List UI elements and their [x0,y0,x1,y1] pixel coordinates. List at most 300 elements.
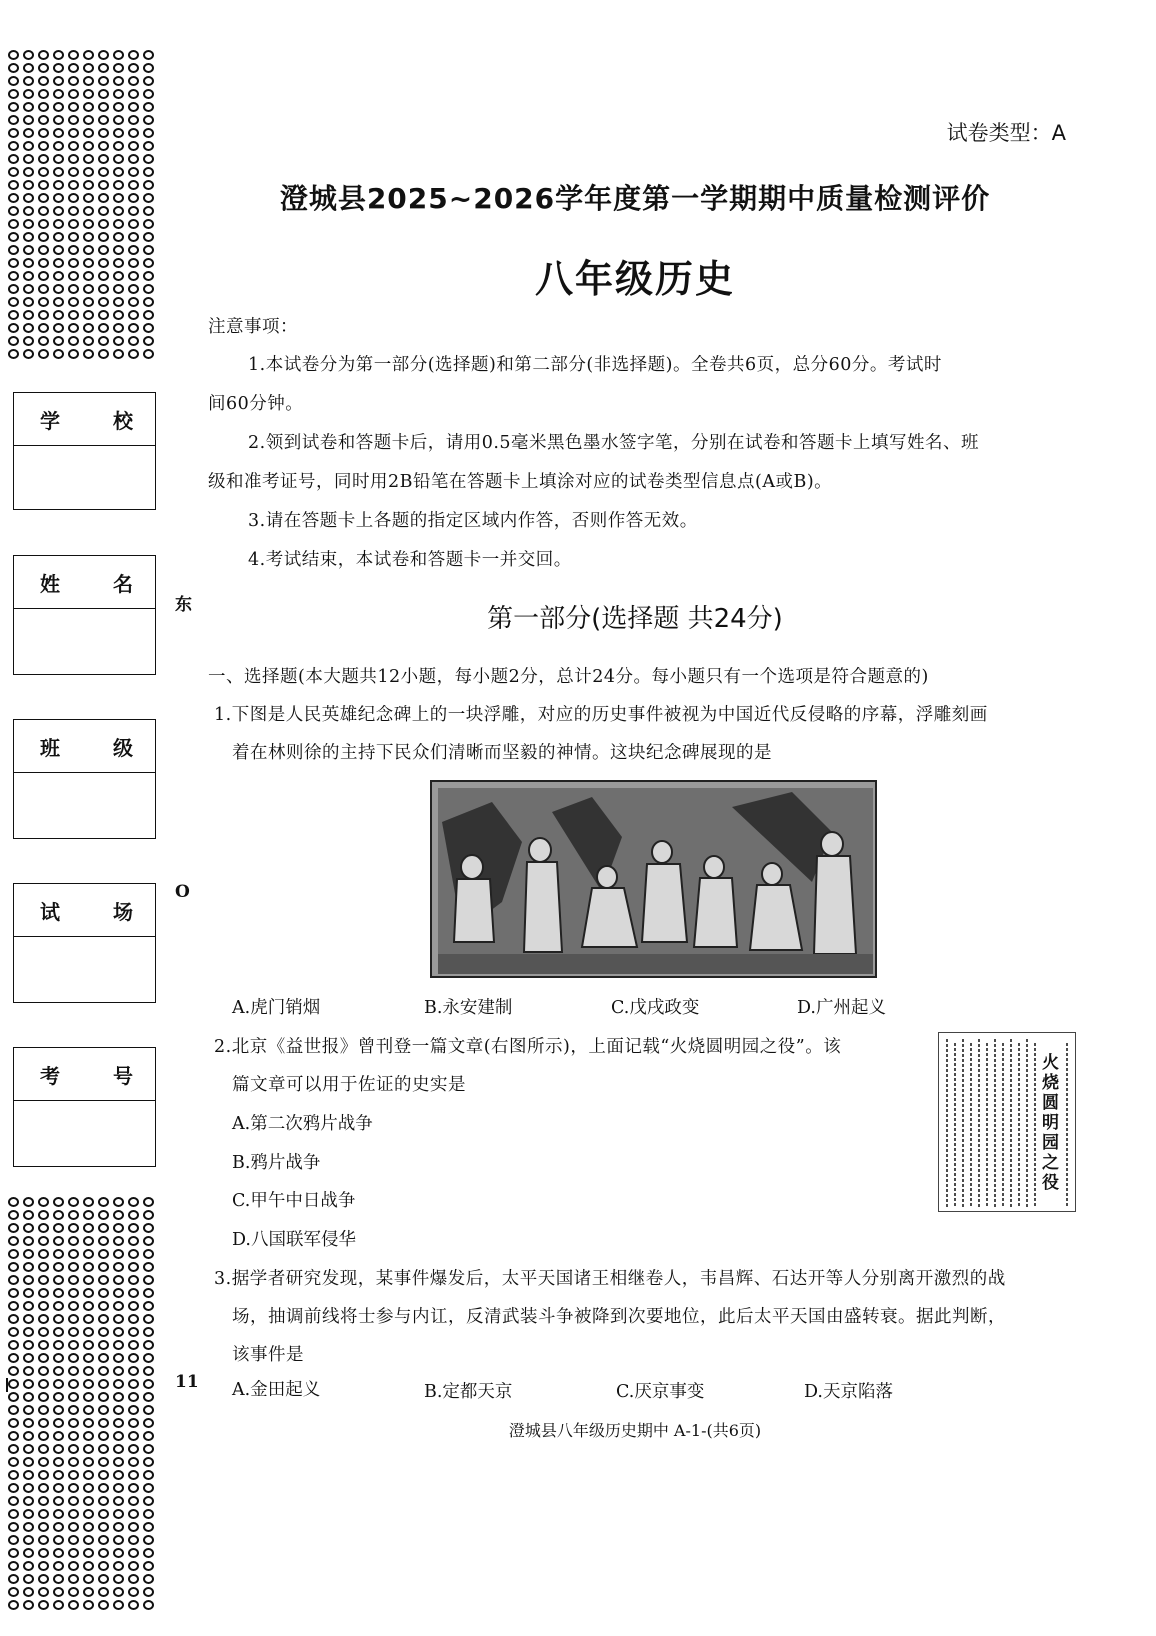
binding-hole [83,1405,94,1415]
binding-tick [6,1378,8,1392]
binding-hole [83,232,94,242]
binding-hole [128,1600,139,1610]
binding-hole [83,1457,94,1467]
binding-hole [98,1379,109,1389]
exam-number-field[interactable] [13,1047,156,1167]
binding-hole [143,1366,154,1376]
binding-hole [113,1574,124,1584]
binding-hole [53,1249,64,1259]
notice-item-4: 4.考试结束，本试卷和答题卡一并交回。 [248,550,572,570]
binding-hole [23,1249,34,1259]
binding-hole [38,1496,49,1506]
binding-hole [113,1483,124,1493]
binding-hole [113,128,124,138]
binding-hole [38,232,49,242]
binding-hole [38,1561,49,1571]
binding-hole [113,1431,124,1441]
binding-hole [8,128,19,138]
q3-stem-cont-2: 该事件是 [232,1345,304,1365]
binding-hole [68,323,79,333]
binding-hole [53,1587,64,1597]
binding-hole [98,76,109,86]
binding-hole [8,167,19,177]
binding-hole [68,1366,79,1376]
q3-option-d[interactable]: D.天京陷落 [804,1382,893,1402]
binding-hole [128,89,139,99]
binding-hole [68,258,79,268]
binding-hole [83,1197,94,1207]
binding-hole [8,1262,19,1272]
binding-hole [8,50,19,60]
q2-option-a[interactable]: A.第二次鸦片战争 [232,1114,373,1134]
binding-hole [8,1535,19,1545]
binding-hole [113,297,124,307]
binding-hole [38,245,49,255]
binding-hole [68,1340,79,1350]
binding-hole [8,63,19,73]
binding-hole [128,1275,139,1285]
binding-hole [53,1236,64,1246]
binding-hole [128,128,139,138]
binding-hole [8,1197,19,1207]
binding-hole [128,141,139,151]
binding-hole [38,1301,49,1311]
binding-hole [8,1470,19,1480]
binding-hole [8,89,19,99]
binding-hole [128,1262,139,1272]
binding-hole [143,180,154,190]
binding-hole [23,1496,34,1506]
binding-hole [83,258,94,268]
binding-hole [83,154,94,164]
binding-hole [53,297,64,307]
binding-hole [98,141,109,151]
binding-hole [143,1262,154,1272]
binding-hole [83,89,94,99]
binding-hole [23,128,34,138]
binding-hole [23,336,34,346]
binding-hole [98,1574,109,1584]
binding-hole [143,1509,154,1519]
binding-hole [8,232,19,242]
binding-hole [23,1275,34,1285]
binding-hole [23,1340,34,1350]
binding-hole [68,1431,79,1441]
binding-hole [68,349,79,359]
binding-hole [143,1405,154,1415]
binding-hole [113,1275,124,1285]
binding-hole [128,1327,139,1337]
binding-hole [83,50,94,60]
binding-hole [113,1249,124,1259]
binding-hole [53,1288,64,1298]
binding-hole [23,193,34,203]
q3-stem: 3.据学者研究发现，某事件爆发后，太平天国诸王相继卷人，韦昌辉、石达开等人分别离开激烈的战 [214,1269,1006,1289]
binding-hole [143,284,154,294]
binding-hole [23,258,34,268]
binding-hole [98,1197,109,1207]
binding-hole [128,1392,139,1402]
binding-hole [113,1509,124,1519]
binding-hole [53,336,64,346]
q1-option-b[interactable]: B.永安建制 [424,998,513,1018]
binding-hole [83,141,94,151]
binding-hole [83,1301,94,1311]
binding-hole [83,1340,94,1350]
notice-item-1-cont: 间60分钟。 [208,394,304,414]
binding-hole [128,167,139,177]
binding-hole [113,76,124,86]
binding-hole [83,271,94,281]
binding-hole [68,1457,79,1467]
binding-hole [68,1301,79,1311]
binding-hole [68,1483,79,1493]
binding-hole [113,258,124,268]
binding-hole [83,1418,94,1428]
binding-hole [143,115,154,125]
binding-hole [128,323,139,333]
exam-title: 澄城县2025~2026学年度第一学期期中质量检测评价 [279,182,991,215]
binding-holes-top [8,50,158,362]
q2-option-c[interactable]: C.甲午中日战争 [232,1191,356,1211]
binding-hole [53,258,64,268]
binding-hole [98,154,109,164]
binding-hole [38,284,49,294]
binding-hole [68,1353,79,1363]
binding-hole [68,50,79,60]
binding-hole [53,1275,64,1285]
binding-hole [143,76,154,86]
binding-hole [98,1418,109,1428]
binding-hole [98,128,109,138]
binding-hole [53,1405,64,1415]
binding-hole [53,206,64,216]
binding-hole [143,1587,154,1597]
binding-hole [83,1366,94,1376]
binding-hole [128,76,139,86]
q2-option-b[interactable]: B.鸦片战争 [232,1153,321,1173]
binding-hole [53,1327,64,1337]
binding-hole [83,1470,94,1480]
binding-hole [8,1483,19,1493]
binding-hole [113,63,124,73]
number-label-2: 号 [113,1063,133,1088]
seal-mark-o: O [175,882,190,902]
q3-option-a[interactable]: A.金田起义 [232,1380,321,1400]
binding-hole [68,63,79,73]
binding-hole [83,336,94,346]
binding-hole [128,1431,139,1441]
name-field[interactable] [13,555,156,675]
binding-hole [143,310,154,320]
binding-hole [143,1275,154,1285]
binding-hole [38,1379,49,1389]
class-label-2: 级 [113,735,133,760]
binding-hole [113,1262,124,1272]
binding-hole [8,1340,19,1350]
binding-hole [8,336,19,346]
binding-hole [23,1197,34,1207]
binding-hole [113,1535,124,1545]
binding-hole [8,271,19,281]
binding-hole [38,167,49,177]
binding-hole [38,1314,49,1324]
binding-hole [23,1327,34,1337]
binding-hole [98,206,109,216]
binding-hole [83,1574,94,1584]
binding-hole [83,1444,94,1454]
binding-hole [68,1522,79,1532]
binding-hole [23,115,34,125]
binding-hole [83,349,94,359]
binding-hole [68,284,79,294]
binding-hole [53,1561,64,1571]
binding-hole [38,1509,49,1519]
binding-hole [128,1223,139,1233]
q1-option-d[interactable]: D.广州起义 [797,998,886,1018]
binding-hole [23,1301,34,1311]
binding-hole [68,1548,79,1558]
binding-hole [128,193,139,203]
binding-hole [53,1548,64,1558]
binding-hole [143,1431,154,1441]
binding-hole [68,1444,79,1454]
q3-option-c[interactable]: C.厌京事变 [616,1382,705,1402]
binding-hole [23,219,34,229]
binding-hole [8,1353,19,1363]
notice-item-1: 1.本试卷分为第一部分(选择题)和第二部分(非选择题)。全卷共6页，总分60分。考试时 [248,355,942,375]
binding-hole [98,336,109,346]
binding-hole [113,1405,124,1415]
binding-hole [8,349,19,359]
binding-hole [38,1353,49,1363]
binding-hole [53,1223,64,1233]
binding-hole [38,1535,49,1545]
relief-sculpture-image [430,780,877,978]
binding-hole [53,115,64,125]
binding-hole [53,1496,64,1506]
school-field[interactable] [13,392,156,510]
binding-hole [68,206,79,216]
binding-hole [23,1522,34,1532]
binding-hole [23,297,34,307]
binding-hole [38,258,49,268]
binding-hole [113,1314,124,1324]
q2-stem: 2.北京《益世报》曾刊登一篇文章(右图所示)，上面记载“火烧圆明园之役”。该 [214,1037,842,1057]
binding-hole [38,310,49,320]
binding-hole [68,1197,79,1207]
binding-hole [83,1587,94,1597]
class-label-1: 班 [40,735,60,760]
binding-hole [143,141,154,151]
binding-hole [23,1392,34,1402]
binding-hole [128,1483,139,1493]
binding-hole [8,1249,19,1259]
binding-hole [83,1210,94,1220]
binding-hole [113,102,124,112]
binding-hole [8,193,19,203]
binding-hole [38,1366,49,1376]
binding-hole [23,63,34,73]
binding-hole [53,1444,64,1454]
page-footer: 澄城县八年级历史期中 A-1-(共6页) [508,1421,762,1440]
notice-heading: 注意事项： [208,317,298,337]
binding-hole [8,76,19,86]
binding-hole [23,1353,34,1363]
binding-hole [143,1223,154,1233]
binding-hole [23,310,34,320]
binding-hole [128,1561,139,1571]
binding-hole [113,349,124,359]
binding-hole [83,115,94,125]
binding-hole [128,1522,139,1532]
binding-hole [128,1470,139,1480]
binding-hole [83,102,94,112]
binding-hole [23,1288,34,1298]
binding-hole [8,310,19,320]
binding-hole [38,1405,49,1415]
binding-hole [23,1600,34,1610]
binding-hole [38,63,49,73]
binding-hole [53,1509,64,1519]
binding-hole [113,323,124,333]
binding-hole [143,1353,154,1363]
binding-hole [128,1210,139,1220]
q3-option-b[interactable]: B.定都天京 [424,1382,513,1402]
newspaper-clipping-image [938,1032,1076,1212]
binding-hole [23,1405,34,1415]
binding-hole [98,1431,109,1441]
binding-hole [98,232,109,242]
binding-hole [8,180,19,190]
q2-option-d[interactable]: D.八国联军侵华 [232,1230,356,1250]
binding-hole [23,89,34,99]
binding-hole [113,1444,124,1454]
seal-mark-11: 11 [175,1372,199,1392]
binding-hole [38,1522,49,1532]
exam-room-field[interactable] [13,883,156,1003]
binding-hole [143,50,154,60]
binding-hole [98,1444,109,1454]
room-label-2: 场 [113,899,133,924]
binding-hole [53,1210,64,1220]
binding-hole [53,1483,64,1493]
binding-hole [23,245,34,255]
binding-hole [83,1522,94,1532]
binding-hole [8,219,19,229]
binding-hole [98,1483,109,1493]
q1-option-c[interactable]: C.戊戌政变 [611,998,700,1018]
binding-hole [143,1470,154,1480]
binding-hole [143,1548,154,1558]
binding-hole [53,1301,64,1311]
binding-hole [128,1496,139,1506]
binding-hole [143,336,154,346]
binding-hole [128,271,139,281]
binding-hole [38,1587,49,1597]
binding-hole [83,1314,94,1324]
binding-hole [83,193,94,203]
binding-hole [113,336,124,346]
binding-hole [98,1210,109,1220]
binding-hole [98,115,109,125]
binding-hole [128,1340,139,1350]
binding-hole [128,1197,139,1207]
binding-hole [128,232,139,242]
binding-hole [68,154,79,164]
binding-hole [98,258,109,268]
binding-hole [98,1496,109,1506]
binding-hole [8,154,19,164]
q2-stem-cont: 篇文章可以用于佐证的史实是 [232,1075,466,1095]
binding-hole [83,284,94,294]
binding-hole [128,1314,139,1324]
class-field[interactable] [13,719,156,839]
binding-hole [98,1327,109,1337]
binding-hole [128,336,139,346]
binding-hole [143,232,154,242]
binding-hole [38,1444,49,1454]
binding-hole [38,1470,49,1480]
binding-hole [38,1197,49,1207]
binding-hole [113,167,124,177]
binding-hole [53,1522,64,1532]
q1-option-a[interactable]: A.虎门销烟 [232,998,321,1018]
binding-hole [98,1392,109,1402]
binding-hole [98,297,109,307]
binding-hole [23,1210,34,1220]
binding-hole [23,206,34,216]
binding-hole [38,1483,49,1493]
binding-hole [53,323,64,333]
binding-hole [98,1223,109,1233]
binding-hole [8,206,19,216]
binding-hole [98,1535,109,1545]
q3-stem-cont: 场，抽调前线将士参与内讧，反清武装斗争被降到次要地位，此后太平天国由盛转衰。据此判断， [232,1307,1006,1327]
binding-hole [53,1457,64,1467]
binding-hole [8,1561,19,1571]
binding-hole [143,193,154,203]
binding-hole [83,1392,94,1402]
binding-hole [23,154,34,164]
binding-hole [8,1548,19,1558]
binding-hole [23,167,34,177]
binding-hole [8,1366,19,1376]
binding-hole [143,89,154,99]
binding-hole [53,141,64,151]
binding-hole [83,1288,94,1298]
binding-hole [143,1379,154,1389]
binding-hole [38,154,49,164]
binding-hole [53,1314,64,1324]
binding-hole [83,63,94,73]
binding-hole [128,284,139,294]
binding-hole [68,1509,79,1519]
binding-hole [38,1288,49,1298]
binding-hole [83,219,94,229]
binding-hole [8,1587,19,1597]
number-label-1: 考 [40,1063,60,1088]
binding-hole [143,1340,154,1350]
binding-hole [98,1509,109,1519]
binding-hole [83,1509,94,1519]
binding-hole [8,1522,19,1532]
binding-hole [38,89,49,99]
binding-hole [23,1236,34,1246]
binding-hole [113,1379,124,1389]
binding-hole [68,245,79,255]
binding-hole [53,76,64,86]
